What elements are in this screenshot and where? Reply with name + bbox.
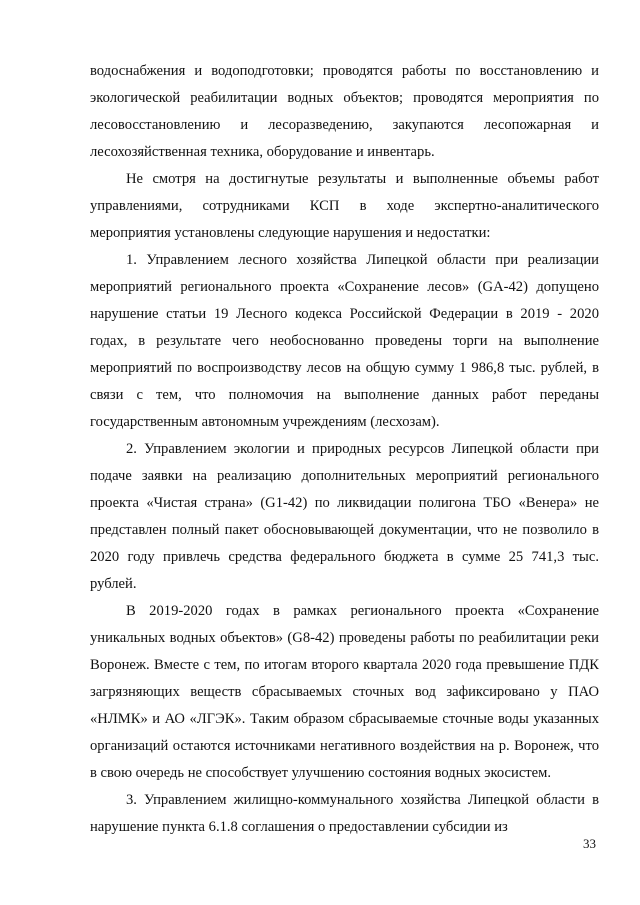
paragraph-continuation: водоснабжения и водоподготовки; проводятся работы по восстановлению и экологической реабилитации водных объектов; проводятся мероприятия по лесовосстановлению и лесоразведению, закупаются лесопожарная и лесохозяйственная техника, оборудование и инвентарь. xyxy=(90,63,599,160)
paragraph-item-2-ecology: 2. Управлением экологии и природных ресурсов Липецкой области при подаче заявки на реализацию дополнительных мероприятий регионального проекта «Чистая страна» (G1-42) по ликвидации полигона ТБО «Венера» не представлен полный пакет обосновывающей документации, что не позволило в 2020 году привлечь средства федерального бюджета в сумме 25 741,3 тыс. рублей. xyxy=(90,441,599,592)
document-body xyxy=(90,58,599,841)
paragraph-item-3-housing: 3. Управлением жилищно-коммунального хозяйства Липецкой области в нарушение пункта 6.1.8 соглашения о предоставлении субсидии из xyxy=(90,792,599,835)
paragraph-results-summary: Не смотря на достигнутые результаты и выполненные объемы работ управлениями, сотрудниками КСП в ходе экспертно-аналитического мероприятия установлены следующие нарушения и недостатки: xyxy=(90,171,599,241)
page-number: 33 xyxy=(583,836,596,851)
paragraph-water-objects: В 2019-2020 годах в рамках регионального проекта «Сохранение уникальных водных объектов» (G8-42) проведены работы по реабилитации реки Воронеж. Вместе с тем, по итогам второго квартала 2020 года превышение ПДК загрязняющих веществ сбрасываемых сточных вод зафиксировано у ПАО «НЛМК» и АО «ЛГЭК». Таким образом сбрасываемые сточные воды указанных организаций остаются источниками негативного воздействия на р. Воронеж, что в свою очередь не способствует улучшению состояния водных экосистем. xyxy=(90,603,599,781)
paragraph-item-1-forestry: 1. Управлением лесного хозяйства Липецкой области при реализации мероприятий регионального проекта «Сохранение лесов» (GA-42) допущено нарушение статьи 19 Лесного кодекса Российской Федерации в 2019 - 2020 годах, в результате чего необоснованно проведены торги на выполнение мероприятий по воспроизводству лесов на общую сумму 1 986,8 тыс. рублей, в связи с тем, что полномочия на выполнение данных работ переданы государственным автономным учреждениям (лесхозам). xyxy=(90,252,599,430)
